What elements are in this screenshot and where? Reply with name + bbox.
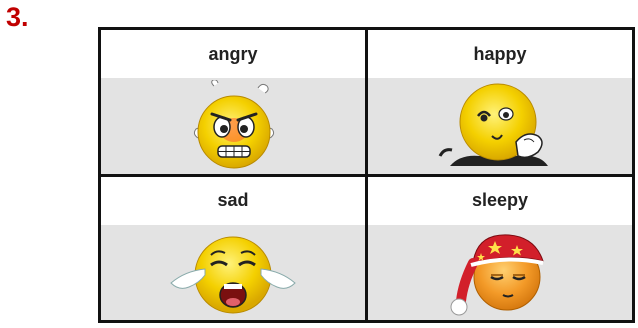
emotion-label-sad: sad	[217, 190, 249, 210]
cell-label-band	[368, 177, 632, 225]
emotion-label-happy: happy	[473, 43, 527, 64]
sleepy-emoji-icon	[425, 223, 575, 319]
emotion-cell-happy	[368, 30, 632, 174]
happy-emoji-icon	[420, 76, 580, 172]
cell-label-band	[101, 30, 365, 78]
emotion-label-angry: angry	[208, 43, 258, 64]
emotion-label-sleepy: sleepy	[471, 190, 529, 210]
emotion-grid	[98, 27, 635, 323]
emotion-cell-angry	[101, 30, 365, 174]
angry-emoji-icon	[158, 80, 308, 172]
cell-label-band	[368, 30, 632, 78]
emotion-cell-sleepy	[368, 177, 632, 321]
cell-label-band	[101, 177, 365, 225]
sad-emoji-icon	[153, 225, 313, 319]
question-number: 3.	[6, 2, 29, 32]
emotion-cell-sad	[101, 177, 365, 321]
